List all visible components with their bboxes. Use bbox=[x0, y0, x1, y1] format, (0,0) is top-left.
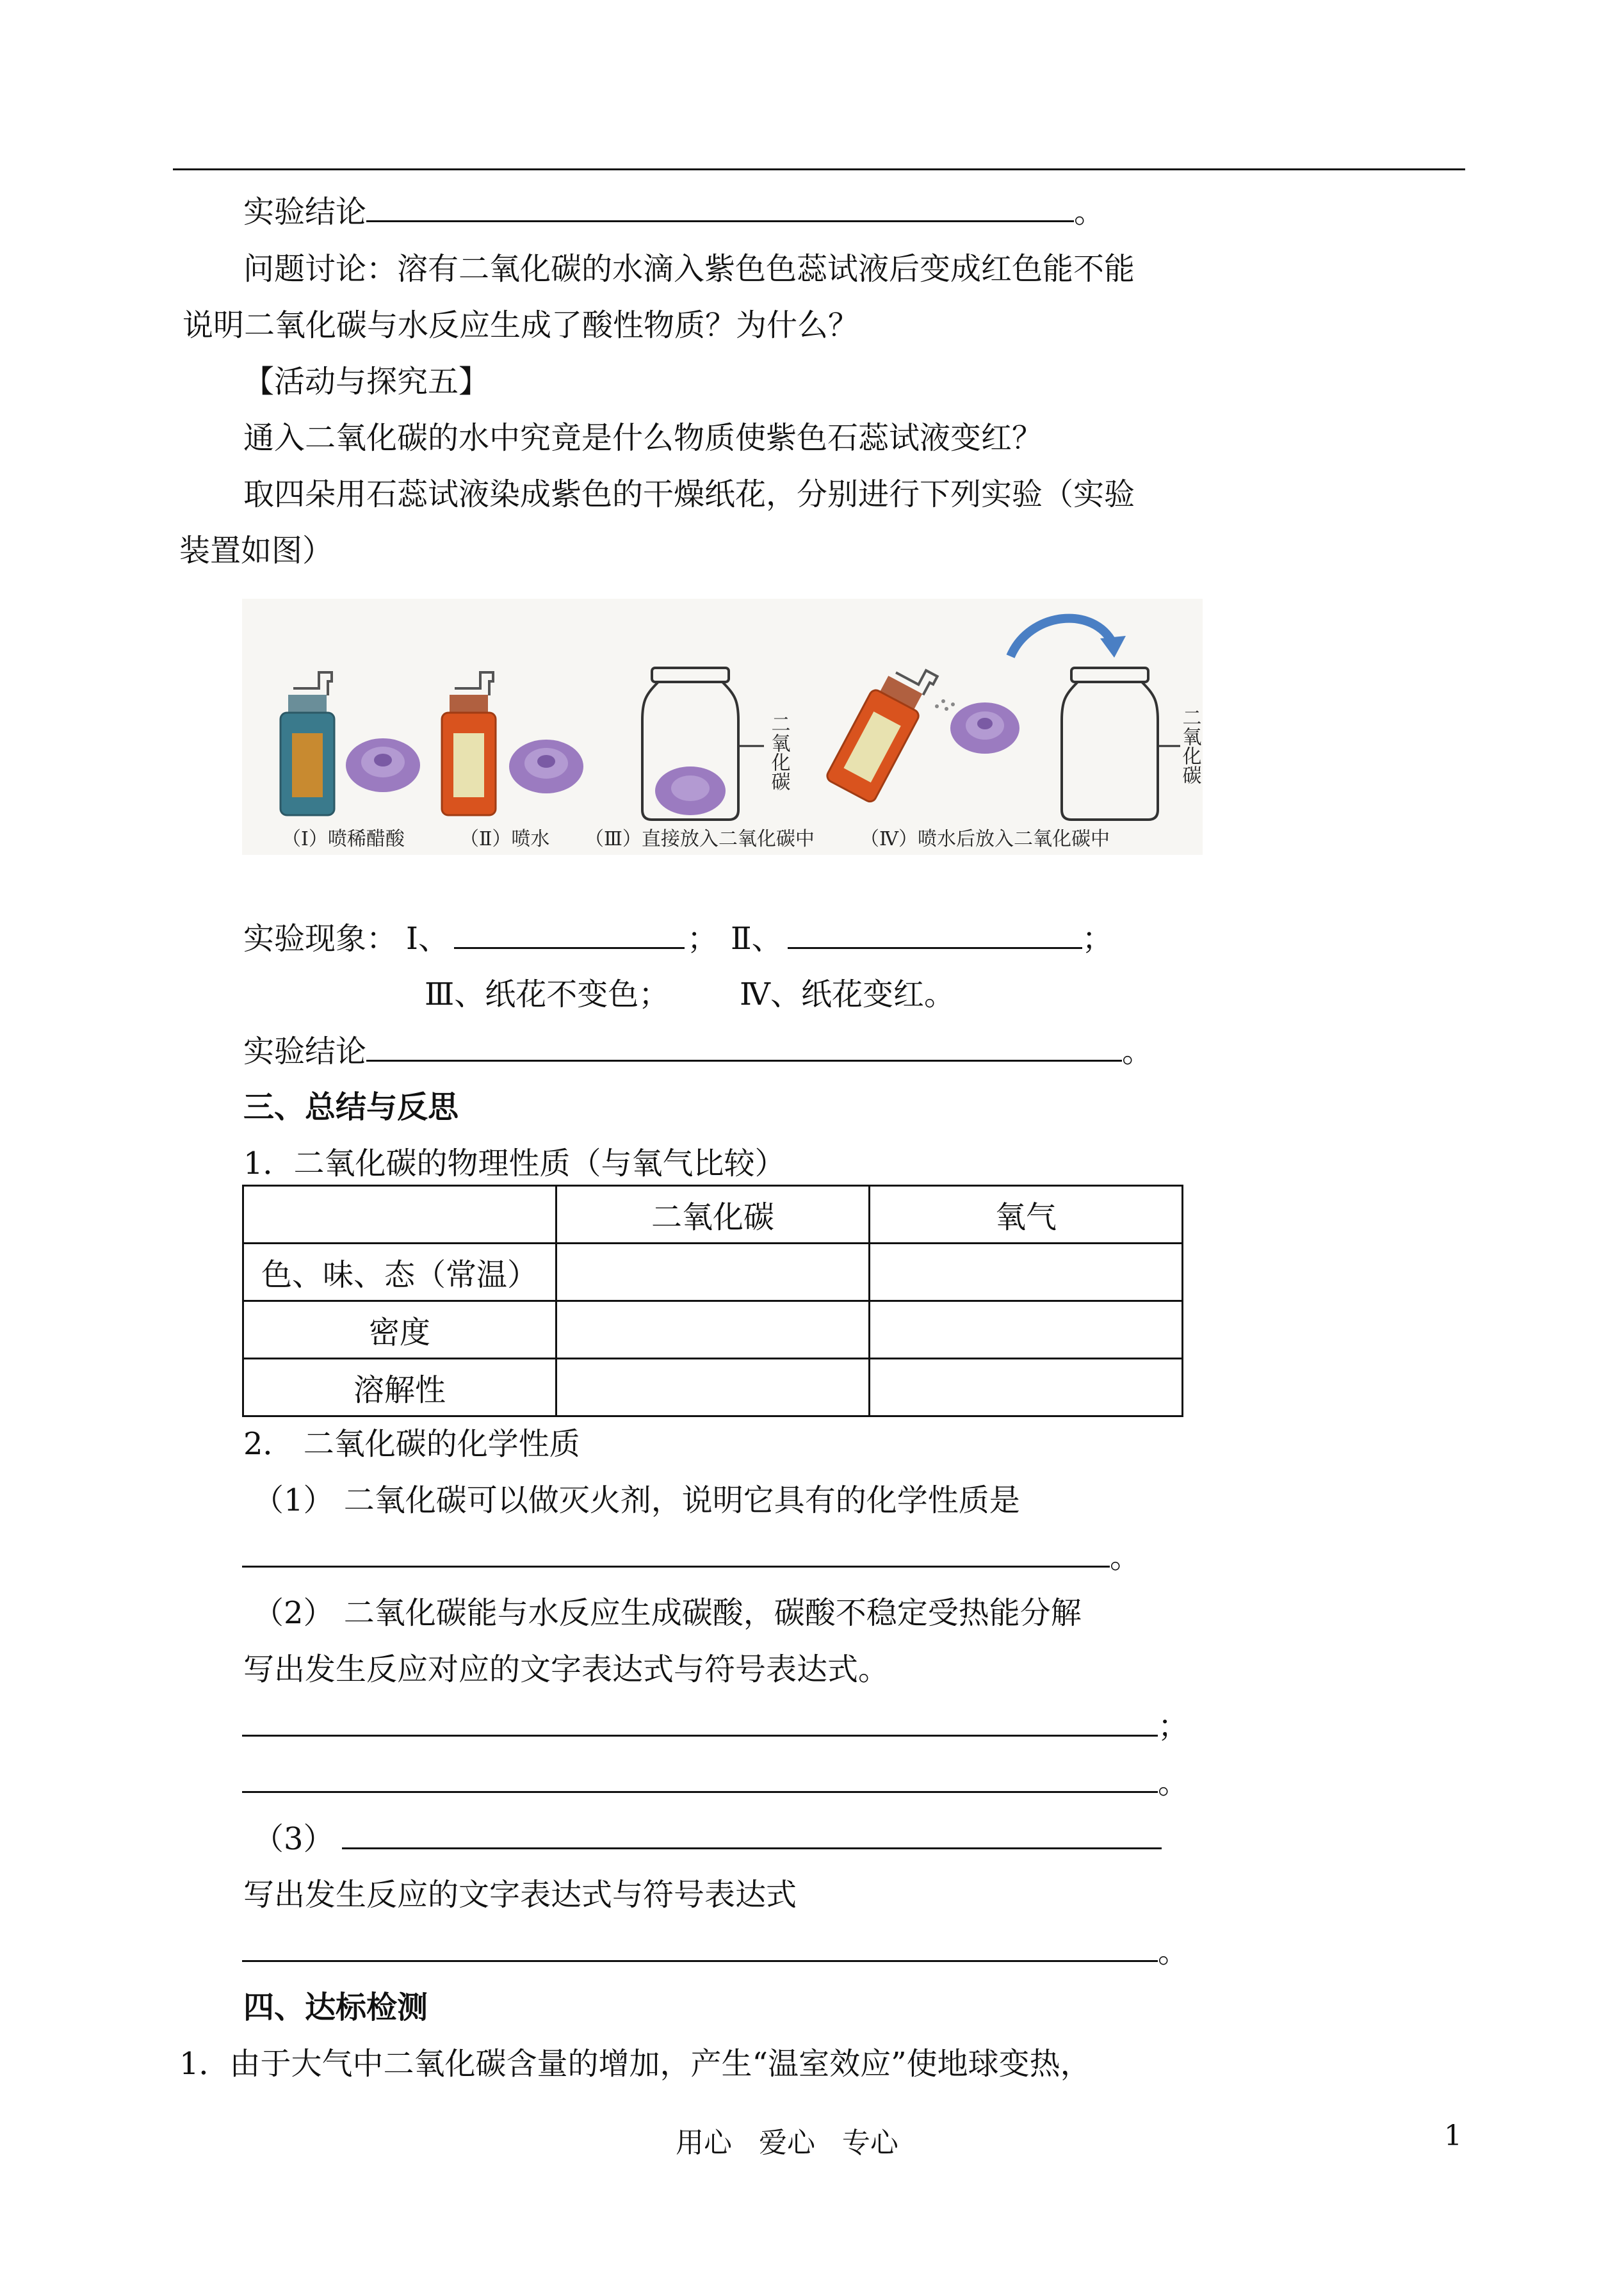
question-2-answer-2: 。 bbox=[242, 1763, 1189, 1802]
answer-blank[interactable] bbox=[242, 1537, 1110, 1568]
section-4-heading: 四、达标检测 bbox=[243, 1990, 428, 2025]
phenomenon-IV: Ⅳ、纸花变红。 bbox=[740, 977, 955, 1012]
answer-blank[interactable] bbox=[242, 1707, 1158, 1737]
answer-blank[interactable] bbox=[342, 1819, 1162, 1849]
table-cell[interactable] bbox=[556, 1301, 870, 1359]
properties-table bbox=[242, 1185, 1183, 1417]
question-2-line-2: 写出发生反应对应的文字表达式与符号表达式。 bbox=[243, 1651, 889, 1687]
setup-line-1: 取四朵用石蕊试液染成紫色的干燥纸花，分别进行下列实验（实验 bbox=[243, 476, 1135, 512]
phenomenon-III: Ⅲ、纸花不变色； bbox=[425, 977, 670, 1012]
conclusion-label: 实验结论 bbox=[243, 194, 367, 230]
jar-label-2: 二氧化碳 bbox=[1178, 708, 1201, 784]
page-number: 1 bbox=[1444, 2120, 1462, 2152]
flower-icon bbox=[346, 738, 420, 792]
table-header-cell: 氧气 bbox=[870, 1186, 1183, 1244]
footer-motto: 用心 爱心 专心 bbox=[676, 2127, 898, 2159]
question-2-line-1: （2） 二氧化碳能与水反应生成碳酸，碳酸不稳定受热能分解 bbox=[253, 1595, 1082, 1631]
experiment-illustration bbox=[242, 599, 1203, 855]
question-1-answer: 。 bbox=[242, 1537, 1141, 1577]
discussion-line-1: 问题讨论：溶有二氧化碳的水滴入紫色色蕊试液后变成红色能不能 bbox=[243, 251, 1135, 287]
section-3-heading: 三、总结与反思 bbox=[243, 1089, 459, 1125]
caption-4: （Ⅳ）喷水后放入二氧化碳中 bbox=[860, 828, 1110, 850]
answer-blank[interactable] bbox=[454, 919, 685, 949]
caption-2: （Ⅱ）喷水 bbox=[460, 828, 550, 850]
setup-line-2: 装置如图） bbox=[179, 533, 334, 569]
table-cell[interactable] bbox=[870, 1359, 1183, 1416]
question-3-line-2: 写出发生反应的文字表达式与符号表达式 bbox=[243, 1877, 797, 1913]
table-row bbox=[243, 1301, 1183, 1359]
row-label: 色、味、态（常温） bbox=[243, 1244, 556, 1301]
answer-blank[interactable] bbox=[242, 1932, 1158, 1962]
row-label: 密度 bbox=[243, 1301, 556, 1359]
answer-blank[interactable] bbox=[366, 192, 1074, 222]
activity-question: 通入二氧化碳的水中究竟是什么物质使紫色石蕊试液变红？ bbox=[243, 420, 1043, 456]
experiment-figure bbox=[242, 599, 1203, 855]
question-1: （1） 二氧化碳可以做灭火剂，说明它具有的化学性质是 bbox=[253, 1482, 1020, 1518]
question-3-answer: 。 bbox=[242, 1932, 1189, 1971]
answer-blank[interactable] bbox=[242, 1763, 1158, 1793]
question-3: （3） bbox=[253, 1819, 1162, 1858]
header-rule bbox=[173, 168, 1465, 170]
conclusion-line-1: 实验结论 。 bbox=[243, 192, 1105, 231]
table-row bbox=[243, 1244, 1183, 1301]
answer-blank[interactable] bbox=[788, 919, 1082, 949]
table-cell[interactable] bbox=[556, 1359, 870, 1416]
table-cell[interactable] bbox=[870, 1244, 1183, 1301]
table-header-cell: 二氧化碳 bbox=[556, 1186, 870, 1244]
row-label: 溶解性 bbox=[243, 1359, 556, 1416]
table-header-cell bbox=[243, 1186, 556, 1244]
table-cell[interactable] bbox=[556, 1244, 870, 1301]
flower-icon bbox=[950, 702, 1019, 754]
answer-blank[interactable] bbox=[366, 1032, 1122, 1062]
table-cell[interactable] bbox=[870, 1301, 1183, 1359]
caption-1: （Ⅰ）喷稀醋酸 bbox=[282, 828, 405, 850]
table-row bbox=[243, 1359, 1183, 1416]
jar-label-1: 二氧化碳 bbox=[767, 714, 790, 791]
section-4-question-1: 1．由于大气中二氧化碳含量的增加，产生“温室效应”使地球变热， bbox=[179, 2046, 1091, 2082]
table-header-row bbox=[243, 1186, 1183, 1244]
figure-background bbox=[242, 599, 1203, 855]
flower-icon bbox=[509, 740, 583, 793]
caption-3: （Ⅲ）直接放入二氧化碳中 bbox=[585, 828, 815, 850]
activity-heading: 【活动与探究五】 bbox=[243, 364, 490, 400]
item-1: 1．二氧化碳的物理性质（与氧气比较） bbox=[243, 1146, 786, 1181]
question-2-answer-1: ； bbox=[242, 1707, 1189, 1746]
item-2: 2． 二氧化碳的化学性质 bbox=[243, 1426, 580, 1462]
discussion-line-2: 说明二氧化碳与水反应生成了酸性物质？为什么？ bbox=[183, 307, 859, 343]
conclusion-line-2: 实验结论 。 bbox=[243, 1032, 1153, 1071]
phenomenon-line: 实验现象： Ⅰ、 ； Ⅱ、 ； bbox=[243, 919, 1113, 958]
